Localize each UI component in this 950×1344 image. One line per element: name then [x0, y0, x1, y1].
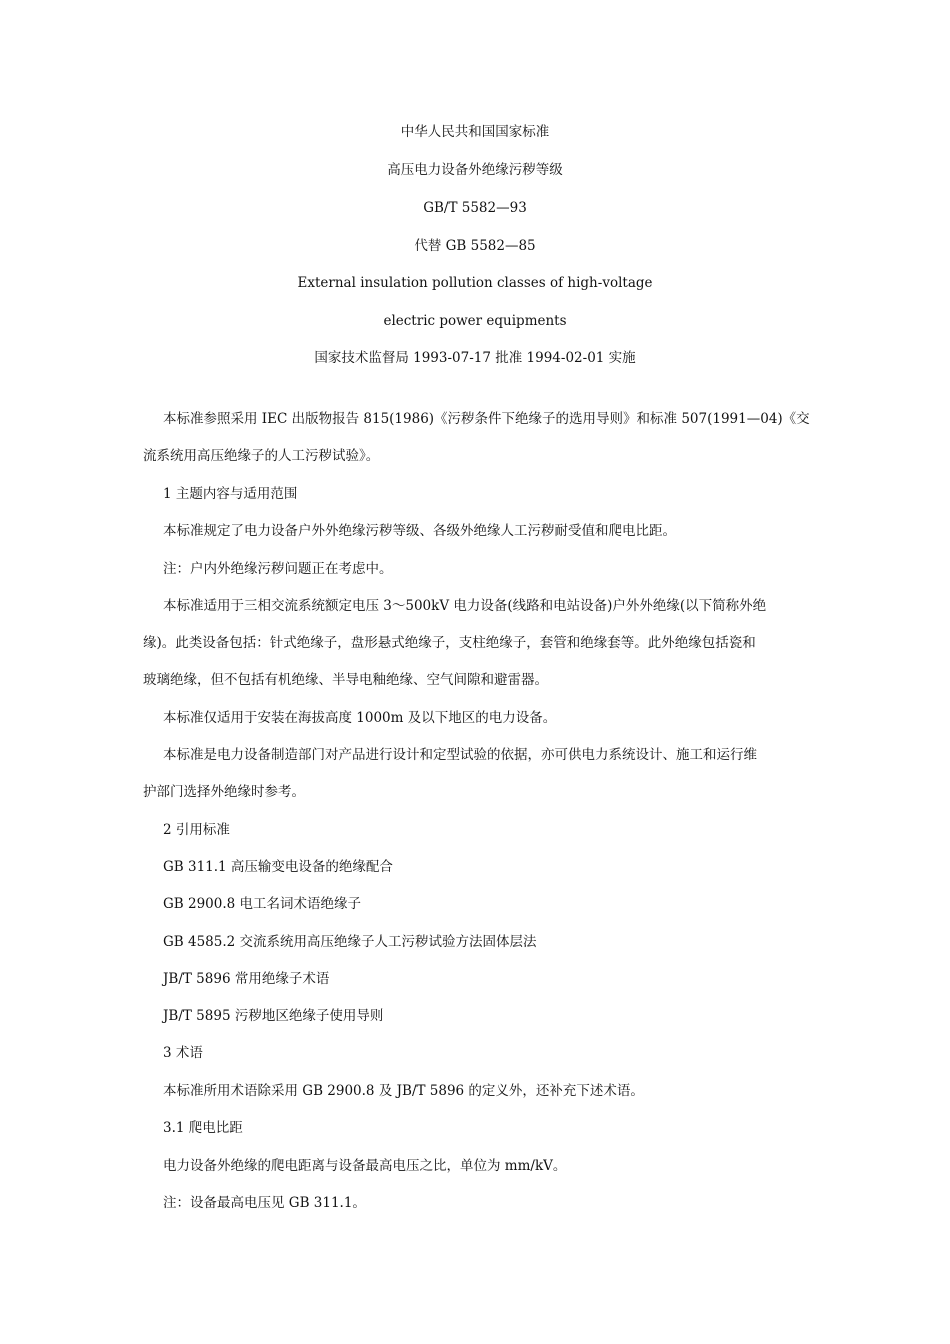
reference-item-2: GB 2900.8 电工名词术语绝缘子 [163, 896, 362, 912]
section-1-paragraph-2-line-1: 本标准适用于三相交流系统额定电压 3～500kV 电力设备(线路和电站设备)户外外绝缘(以下简称外绝 [163, 598, 767, 614]
section-1-heading: 1 主题内容与适用范围 [163, 486, 298, 502]
reference-item-1: GB 311.1 高压输变电设备的绝缘配合 [163, 859, 393, 875]
section-1-paragraph-4-line-2: 护部门选择外绝缘时参考。 [143, 784, 305, 800]
intro-line-1: 本标准参照采用 IEC 出版物报告 815(1986)《污秽条件下绝缘子的选用导则》和标准 507(1991—04)《交 [163, 411, 810, 427]
reference-item-5: JB/T 5895 污秽地区绝缘子使用导则 [163, 1008, 384, 1024]
section-1-paragraph-2-line-3: 玻璃绝缘，但不包括有机绝缘、半导电釉绝缘、空气间隙和避雷器。 [143, 672, 548, 688]
section-1-note: 注：户内外绝缘污秽问题正在考虑中。 [163, 561, 393, 577]
section-1-paragraph-3: 本标准仅适用于安装在海拔高度 1000m 及以下地区的电力设备。 [163, 710, 557, 726]
reference-item-4: JB/T 5896 常用绝缘子术语 [163, 971, 330, 987]
document-title-en-line2: electric power equipments [383, 313, 567, 329]
standard-number: GB/T 5582—93 [423, 200, 527, 216]
reference-item-3: GB 4585.2 交流系统用高压绝缘子人工污秽试验方法固体层法 [163, 934, 537, 950]
section-1-paragraph-1: 本标准规定了电力设备户外外绝缘污秽等级、各级外绝缘人工污秽耐受值和爬电比距。 [163, 523, 676, 539]
section-3-heading: 3 术语 [163, 1045, 203, 1061]
replaces-standard: 代替 GB 5582—85 [414, 238, 536, 254]
intro-line-2: 流系统用高压绝缘子的人工污秽试验》。 [143, 448, 380, 464]
section-3-1-note: 注：设备最高电压见 GB 311.1。 [163, 1195, 366, 1211]
section-2-heading: 2 引用标准 [163, 822, 230, 838]
document-title-cn: 高压电力设备外绝缘污秽等级 [387, 162, 563, 178]
section-3-paragraph-1: 本标准所用术语除采用 GB 2900.8 及 JB/T 5896 的定义外，还补充下述术语。 [163, 1083, 644, 1099]
section-3-1-definition: 电力设备外绝缘的爬电距离与设备最高电压之比，单位为 mm/kV。 [163, 1158, 567, 1174]
section-1-paragraph-2-line-2: 缘)。此类设备包括：针式绝缘子，盘形悬式绝缘子，支柱绝缘子，套管和绝缘套等。此外绝缘包括瓷和 [143, 635, 756, 651]
section-3-1-heading: 3.1 爬电比距 [163, 1120, 243, 1136]
section-1-paragraph-4-line-1: 本标准是电力设备制造部门对产品进行设计和定型试验的依据，亦可供电力系统设计、施工和运行维 [163, 747, 757, 763]
approval-dates: 国家技术监督局 1993-07-17 批准 1994-02-01 实施 [314, 350, 636, 366]
standard-category: 中华人民共和国国家标准 [400, 124, 550, 140]
document-title-en-line1: External insulation pollution classes of high-voltage [297, 275, 653, 291]
